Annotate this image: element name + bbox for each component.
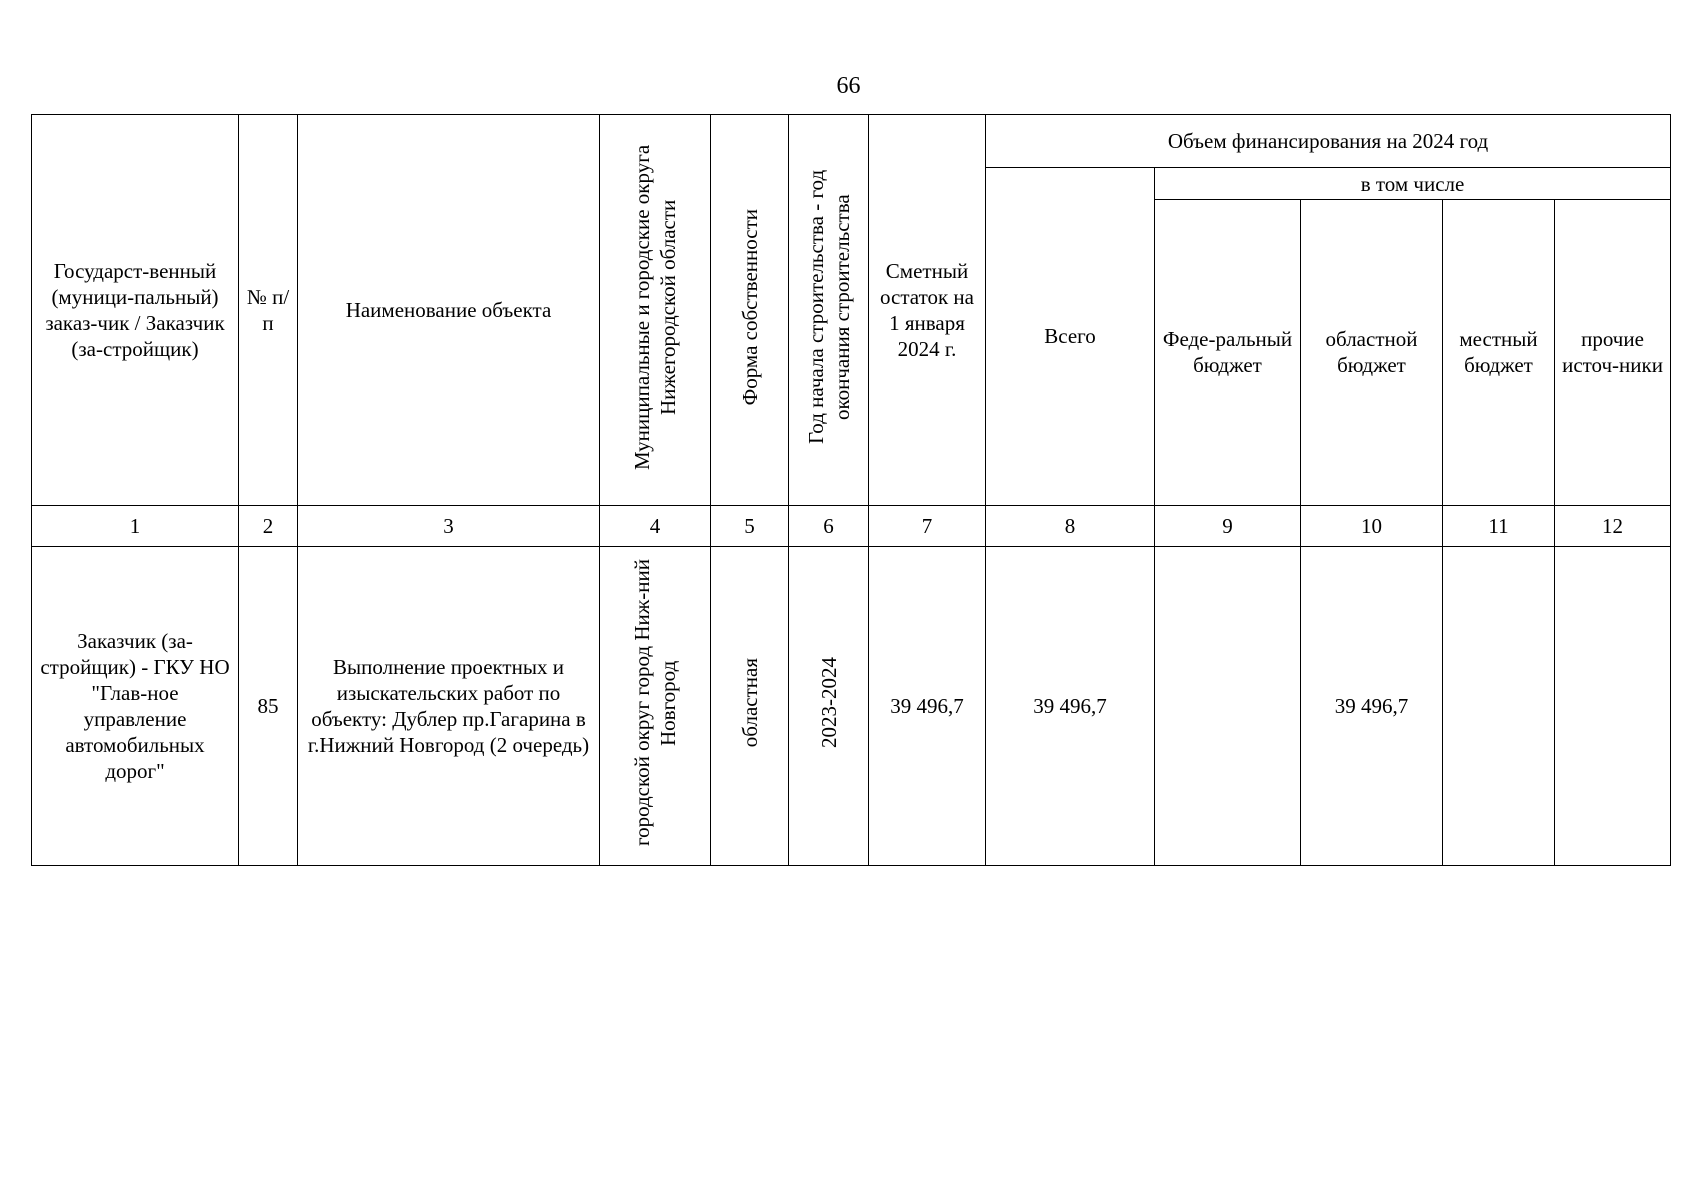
cell-estimate: 39 496,7: [869, 546, 986, 865]
column-number: 5: [711, 505, 789, 546]
header-years: Год начала строительства - год окончания строительства: [789, 115, 869, 506]
cell-ownership: областная: [711, 546, 789, 865]
header-num: № п/п: [239, 115, 298, 506]
column-number: 10: [1301, 505, 1443, 546]
header-object-name: Наименование объекта: [298, 115, 600, 506]
header-other: прочие источ-ники: [1555, 200, 1671, 505]
header-total: Всего: [986, 168, 1155, 505]
cell-customer: Заказчик (за-стройщик) - ГКУ НО "Глав-ное управление автомобильных дорог": [32, 546, 239, 865]
header-district: Муниципальные и городские округа Нижегородской области: [600, 115, 711, 506]
cell-total: 39 496,7: [986, 546, 1155, 865]
header-regional: областной бюджет: [1301, 200, 1443, 505]
header-ownership: Форма собственности: [711, 115, 789, 506]
cell-object-name: Выполнение проектных и изыскательских работ по объекту: Дублер пр.Гагарина в г.Нижний Новгород (2 очередь): [298, 546, 600, 865]
column-number: 6: [789, 505, 869, 546]
column-number: 12: [1555, 505, 1671, 546]
header-local: местный бюджет: [1443, 200, 1555, 505]
column-number: 8: [986, 505, 1155, 546]
cell-other: [1555, 546, 1671, 865]
column-number: 7: [869, 505, 986, 546]
cell-district: городской округ город Ниж-ний Новгород: [600, 546, 711, 865]
cell-regional: 39 496,7: [1301, 546, 1443, 865]
cell-local: [1443, 546, 1555, 865]
financing-table: [31, 114, 1671, 866]
header-row-1: [32, 115, 1671, 168]
column-number: 11: [1443, 505, 1555, 546]
page-number: 66: [836, 73, 861, 99]
header-financing: Объем финансирования на 2024 год: [986, 115, 1671, 168]
cell-years: 2023-2024: [789, 546, 869, 865]
column-number: 1: [32, 505, 239, 546]
table-row: [32, 546, 1671, 865]
cell-num: 85: [239, 546, 298, 865]
column-number: 2: [239, 505, 298, 546]
header-including: в том числе: [1155, 168, 1671, 200]
column-number: 4: [600, 505, 711, 546]
header-federal: Феде-ральный бюджет: [1155, 200, 1301, 505]
header-estimate: Сметный остаток на 1 января 2024 г.: [869, 115, 986, 506]
header-customer: Государст-венный (муници-пальный) заказ-чик / Заказчик (за-стройщик): [32, 115, 239, 506]
column-number: 9: [1155, 505, 1301, 546]
column-number: 3: [298, 505, 600, 546]
cell-federal: [1155, 546, 1301, 865]
column-numbers-row: [32, 505, 1671, 546]
